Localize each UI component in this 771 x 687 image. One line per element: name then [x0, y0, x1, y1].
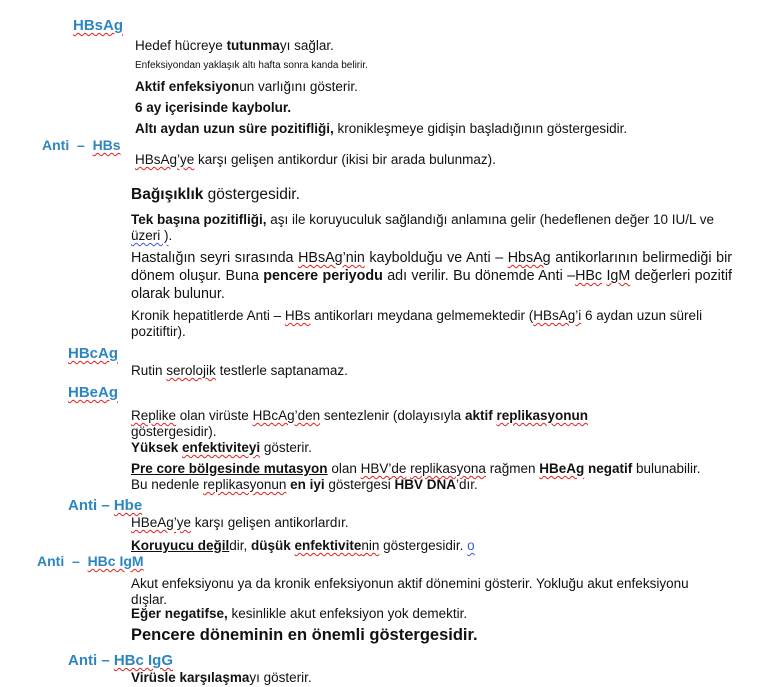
text-run: Tek başına pozitifliği, — [131, 212, 267, 227]
heading-hbeag: HBeAg — [68, 384, 119, 401]
text-run: olan virüste — [176, 408, 253, 423]
text-run: Aktif enfeksiyon — [135, 79, 240, 94]
text-run: tutunma — [226, 38, 280, 53]
text-run: olan — [327, 461, 361, 476]
text-run: göstergesi — [324, 477, 395, 492]
text-run: aktif — [464, 408, 497, 423]
text-run: karşı gelişen antikordur (ikisi bir arada bulunmaz). — [194, 152, 496, 167]
text-run: yı sağlar. — [279, 38, 334, 53]
text-run: pencere periyodu — [263, 268, 383, 284]
hbsag-line-3 — [135, 79, 358, 95]
text-run: HBsAg’i — [533, 308, 582, 323]
text-run: göstergesidir. — [379, 538, 468, 553]
anti-hbs-line-3 — [131, 212, 731, 244]
text-run: yı gösterir. — [249, 670, 312, 685]
text-run: düşük — [251, 538, 295, 553]
text-run: Virüsle karşılaşma — [131, 670, 250, 685]
text-run: en iyi — [290, 477, 325, 492]
text-run: HBsAg’nin — [298, 250, 365, 266]
heading-anti-hbc-igg: Anti – HBc IgG — [68, 652, 174, 669]
text-run: negatif — [584, 461, 633, 476]
text-run: göstergesidir. — [203, 186, 300, 203]
text-run: Bağışıklık — [131, 186, 204, 203]
anti-hbs-line-1 — [135, 152, 496, 168]
text-run: antikorlarının belirmediği bir dönem oluşur. Buna — [131, 250, 733, 284]
anti-hbs-line-4 — [131, 249, 732, 303]
text-run: Hedef hücreye — [135, 38, 227, 53]
text-run: rağmen — [485, 461, 540, 476]
text-run: replikasyonun — [496, 408, 588, 423]
hbsag-line-4 — [135, 100, 291, 116]
text-run: aşı ile koruyuculuk sağlandığı anlamına gelir (hedeflenen değer 10 IU/L ve — [266, 212, 715, 227]
text-run: Rutin — [131, 363, 167, 378]
text-run: üzeri ) — [131, 228, 169, 243]
text-run: HBs — [284, 308, 311, 323]
text-run: HBV DNA — [394, 477, 456, 492]
anti-hbc-igg-line-1 — [131, 670, 312, 686]
hbeag-line-2 — [131, 440, 312, 456]
text-run: Altı aydan uzun süre pozitifliği, — [135, 121, 334, 136]
anti-hbc-igm-line-3 — [131, 627, 478, 643]
text-run: sentezlenir (dolayısıyla — [320, 408, 465, 423]
anti-hbc-igm-line-1 — [131, 576, 721, 608]
text-run: testlerle saptanamaz. — [215, 363, 348, 378]
text-run: HBsAg’ye — [135, 152, 195, 167]
text-run: Akut enfeksiyonu ya da kronik enfeksiyonun aktif dönemini gösterir. Yokluğu akut enfeksiyonu dışlar. — [131, 576, 689, 607]
text-run: kaybolduğu ve Anti – — [364, 250, 508, 266]
text-run: HBV’de — [360, 461, 407, 476]
text-run: gösterir. — [260, 440, 312, 455]
text-run: Koruyucu değil — [131, 538, 230, 553]
text-run: replikasyonun — [203, 477, 287, 492]
text-run: Pencere döneminin en önemli göstergesidir. — [131, 626, 478, 644]
text-run: serolojik — [166, 363, 216, 378]
text-run: HBc — [575, 268, 603, 284]
text-run: Hastalığın seyri sırasında — [131, 250, 299, 266]
hbsag-line-5 — [135, 121, 627, 137]
text-run: Pre core bölgesinde mutasyon — [131, 461, 328, 476]
anti-hbc-igm-line-2 — [131, 606, 467, 622]
anti-hbe-line-2 — [131, 538, 475, 554]
text-run: adı verilir. Bu dönemde Anti – — [382, 268, 576, 284]
text-run: 6 aydan uzun süreli pozitiftir). — [131, 308, 703, 339]
anti-hbs-line-2 — [131, 187, 300, 203]
anti-hbe-line-1 — [131, 515, 349, 531]
text-run: enfektivite — [294, 538, 362, 553]
text-run: HBeAg — [539, 461, 585, 476]
text-run: Yüksek — [131, 440, 183, 455]
text-run: ’dır. — [455, 477, 478, 492]
text-run: değerleri pozitif olarak bulunur. — [131, 268, 732, 302]
hbsag-line-1 — [135, 38, 334, 54]
text-run: HbsAg — [507, 250, 551, 266]
anti-hbs-line-5 — [131, 308, 721, 340]
text-run: göstergesidir). — [131, 424, 217, 439]
text-run: 6 ay içerisinde kaybolur. — [135, 100, 292, 115]
heading-anti-hbe: Anti – Hbe — [68, 497, 143, 514]
text-run: IgM — [606, 268, 631, 284]
text-run: Replike — [131, 408, 177, 423]
heading-hbsag: HBsAg — [73, 17, 124, 34]
hbeag-line-1 — [131, 408, 671, 440]
hbeag-line-3 — [131, 461, 701, 493]
text-run: Eğer negatifse, — [131, 606, 228, 621]
text-run: enfektiviteyi — [182, 440, 261, 455]
text-run: nin — [361, 538, 380, 553]
text-run: HBcAg’den — [252, 408, 321, 423]
text-run: dir, — [229, 538, 252, 553]
text-run: un varlığını gösterir. — [239, 79, 358, 94]
text-run: Kronik hepatitlerde Anti – — [131, 308, 285, 323]
text-run: Enfeksiyondan yaklaşık altı hafta sonra kanda belirir. — [135, 60, 368, 71]
text-run: bulunabilir. Bu nedenle — [131, 461, 701, 492]
hbsag-line-2 — [135, 58, 368, 74]
heading-anti-hbs: Anti – HBs — [42, 137, 121, 153]
hbcag-line-1 — [131, 363, 348, 379]
heading-hbcag: HBcAg — [68, 345, 119, 362]
text-run: HBeAg’ye — [131, 515, 192, 530]
text-run: o — [467, 538, 475, 553]
heading-anti-hbc-igm: Anti – HBc IgM — [37, 553, 144, 569]
text-run: antikorları meydana gelmemektedir ( — [310, 308, 534, 323]
text-run: karşı gelişen antikorlardır. — [191, 515, 349, 530]
text-run: . — [168, 228, 173, 243]
text-run: kronikleşmeye gidişin başladığının göstergesidir. — [333, 121, 628, 136]
text-run: kesinlikle akut enfeksiyon yok demektir. — [227, 606, 468, 621]
text-run: replikasyona — [410, 461, 486, 476]
